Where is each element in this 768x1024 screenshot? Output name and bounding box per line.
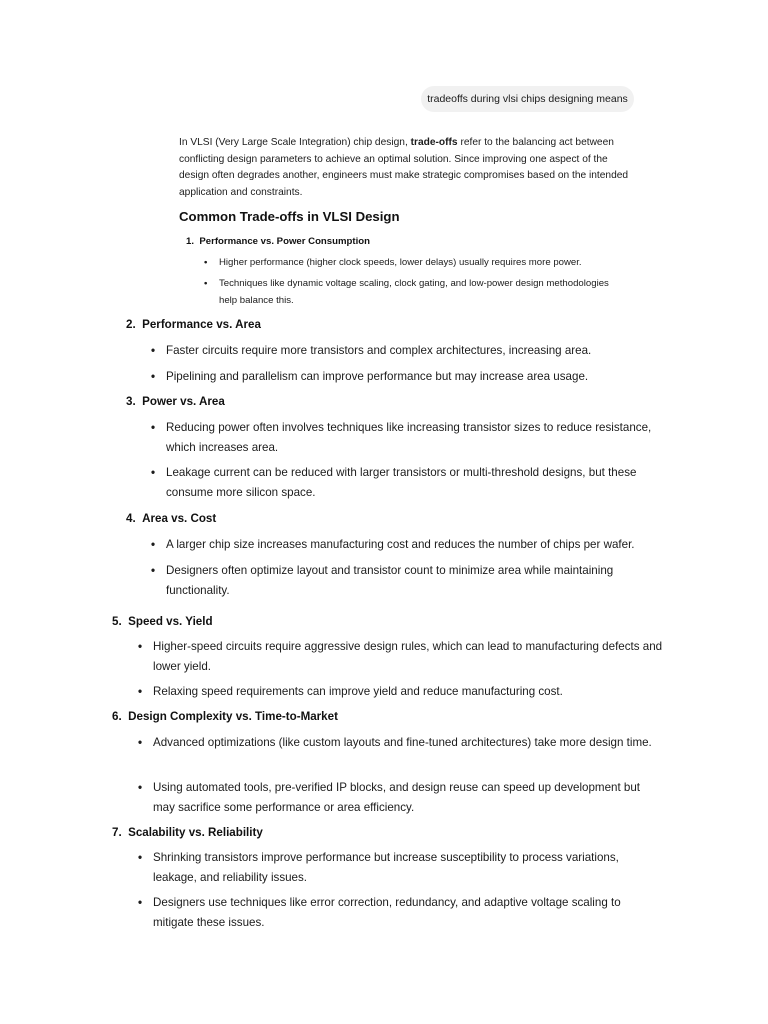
- user-message-bubble: [421, 86, 634, 112]
- bullet-icon: •: [151, 370, 156, 383]
- bullet-icon: •: [138, 851, 143, 864]
- bullet-icon: •: [138, 685, 143, 698]
- bullet-text: Using automated tools, pre-verified IP blocks, and design reuse can speed up development but may sacrifice some performance or area efficiency.: [153, 781, 641, 814]
- bullet-text: Higher-speed circuits require aggressive design rules, which can lead to manufacturing defects and lower yield.: [153, 640, 663, 673]
- list-item: [138, 848, 653, 887]
- list-item: [138, 637, 663, 676]
- bullet-text: Pipelining and parallelism can improve performance but may increase area usage.: [166, 370, 589, 383]
- bullet-icon: •: [204, 257, 208, 268]
- section-title-4: [126, 509, 216, 529]
- list-item: [151, 341, 676, 361]
- section-number: 2.: [126, 318, 136, 331]
- intro-paragraph: [179, 135, 639, 201]
- list-item: [151, 463, 676, 503]
- list-item: [204, 276, 629, 309]
- bullet-icon: •: [138, 640, 143, 653]
- list-item: [138, 778, 663, 817]
- bullet-text: Leakage current can be reduced with larger transistors or multi-threshold designs, but these consume more silicon space.: [166, 466, 637, 499]
- bullet-icon: •: [151, 564, 156, 577]
- bullet-text: A larger chip size increases manufacturing cost and reduces the number of chips per wafer.: [166, 538, 635, 551]
- section-title-6: [112, 707, 338, 727]
- bullet-icon: •: [151, 466, 156, 479]
- section-title-2: [126, 315, 261, 335]
- bullet-text: Designers often optimize layout and transistor count to minimize area while maintaining functionality.: [166, 564, 614, 597]
- bullet-text: Advanced optimizations (like custom layouts and fine-tuned architectures) take more design time.: [153, 736, 652, 749]
- section-title-text: Scalability vs. Reliability: [128, 826, 263, 839]
- section-number: 6.: [112, 710, 122, 723]
- list-item: [151, 535, 676, 555]
- bullet-icon: •: [151, 538, 156, 551]
- bullet-text: Reducing power often involves techniques like increasing transistor sizes to reduce resistance, which increases area.: [166, 421, 652, 454]
- bullet-icon: •: [138, 736, 143, 749]
- list-item: [138, 682, 663, 702]
- bullet-text: Higher performance (higher clock speeds, lower delays) usually requires more power.: [219, 257, 582, 268]
- list-item: [138, 733, 653, 753]
- section-number: 5.: [112, 615, 122, 628]
- section-title-text: Power vs. Area: [142, 395, 225, 408]
- bullet-text: Techniques like dynamic voltage scaling, clock gating, and low-power design methodologies help balance this.: [219, 278, 609, 306]
- bullet-icon: •: [151, 344, 156, 357]
- bullet-icon: •: [138, 781, 143, 794]
- section-title-5: [112, 612, 213, 632]
- section-title-text: Area vs. Cost: [142, 512, 217, 525]
- list-item: [151, 561, 656, 601]
- section-title-7: [112, 823, 263, 843]
- intro-bold-term: trade-offs: [410, 137, 458, 148]
- section-title-text: Design Complexity vs. Time-to-Market: [128, 710, 338, 723]
- bullet-text: Shrinking transistors improve performance but increase susceptibility to process variations, leakage, and reliability issues.: [153, 851, 619, 884]
- list-item: [138, 893, 663, 932]
- list-item: [151, 418, 676, 458]
- section-heading: Common Trade-offs in VLSI Design: [179, 209, 400, 224]
- bullet-icon: •: [204, 278, 208, 289]
- section-title-text: Performance vs. Power Consumption: [199, 236, 370, 247]
- section-number: 4.: [126, 512, 136, 525]
- section-number: 3.: [126, 395, 136, 408]
- section-title-text: Speed vs. Yield: [128, 615, 213, 628]
- intro-text-1: In VLSI (Very Large Scale Integration) chip design,: [179, 137, 411, 148]
- section-title-3: [126, 392, 225, 412]
- intro-text-2: refer to the balancing act between conflicting design parameters to achieve an optimal solution. Since improving one aspect of the design often degrades another, engineers must make strategic compromises based on the intended application and constraints.: [179, 137, 629, 198]
- bullet-text: Designers use techniques like error correction, redundancy, and adaptive voltage scaling to mitigate these issues.: [153, 896, 621, 929]
- bullet-text: Relaxing speed requirements can improve yield and reduce manufacturing cost.: [153, 685, 563, 698]
- bullet-icon: •: [151, 421, 156, 434]
- list-item: [151, 367, 676, 387]
- section-number: 1.: [186, 236, 195, 247]
- list-item: [204, 255, 639, 272]
- bullet-text: Faster circuits require more transistors and complex architectures, increasing area.: [166, 344, 592, 357]
- section-title-1: [186, 234, 370, 251]
- user-message-text: tradeoffs during vlsi chips designing means: [427, 93, 628, 105]
- bullet-icon: •: [138, 896, 143, 909]
- section-number: 7.: [112, 826, 122, 839]
- section-title-text: Performance vs. Area: [142, 318, 261, 331]
